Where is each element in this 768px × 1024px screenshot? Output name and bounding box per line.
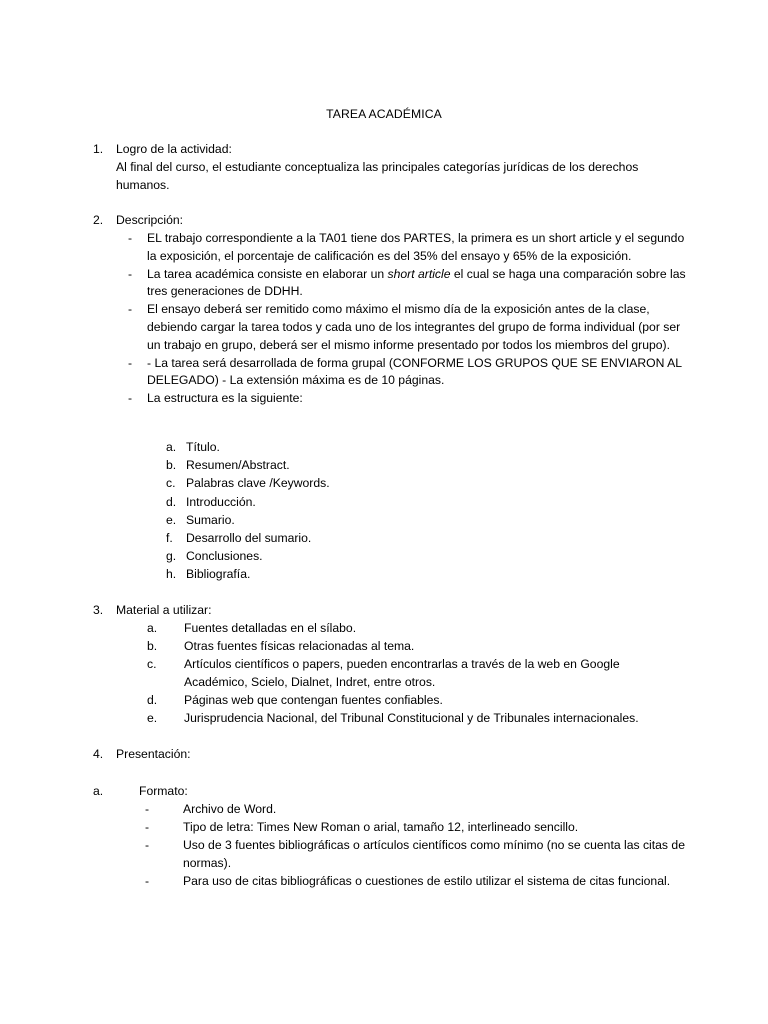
subsection-label: a. xyxy=(93,784,104,798)
list-item xyxy=(128,355,688,390)
list-item xyxy=(128,266,688,301)
list-item xyxy=(128,230,688,265)
list-item xyxy=(166,548,566,566)
dash-bullet: - xyxy=(128,231,133,245)
dash-bullet: - xyxy=(128,302,133,317)
dash-bullet: - xyxy=(128,391,133,406)
list-label: a. xyxy=(147,621,158,635)
list-label: d. xyxy=(147,693,158,708)
material-list xyxy=(147,620,707,729)
list-label: b. xyxy=(166,458,177,473)
list-item-text: Resumen/Abstract. xyxy=(186,458,290,473)
dash-bullet: - xyxy=(128,266,133,281)
list-item xyxy=(166,566,566,584)
list-item-text: - La tarea será desarrollada de forma grupal (CONFORME LOS GRUPOS QUE SE ENVIARON AL DELEGADO) - La extensión máxima es de 10 páginas. xyxy=(147,355,682,388)
list-label: b. xyxy=(147,639,158,654)
list-item-text: Desarrollo del sumario. xyxy=(186,530,312,545)
dash-bullet: - xyxy=(145,820,150,835)
list-item-text: Fuentes detalladas en el sílabo. xyxy=(184,621,357,635)
list-item-text: Sumario. xyxy=(186,512,235,527)
list-item-text: Título. xyxy=(186,440,220,454)
list-label: e. xyxy=(147,711,158,726)
list-item xyxy=(147,638,707,656)
section-heading: Logro de la actividad: xyxy=(116,142,232,156)
list-label: a. xyxy=(166,440,177,454)
section-heading: Material a utilizar: xyxy=(116,603,212,617)
list-label: d. xyxy=(166,494,177,509)
list-label: g. xyxy=(166,549,177,564)
list-item xyxy=(166,475,566,493)
structure-list xyxy=(166,439,566,585)
section-number: 3. xyxy=(93,603,104,617)
list-item xyxy=(166,512,566,530)
list-item-text: EL trabajo correspondiente a la TA01 tiene dos PARTES, la primera es un short article y el segundo la exposición, el porcentaje de calificación es del 35% del ensayo y 65% de la exposición. xyxy=(147,231,685,263)
list-label: c. xyxy=(166,476,176,491)
section-heading: Presentación: xyxy=(116,747,191,761)
list-item xyxy=(128,390,688,408)
list-item xyxy=(145,801,685,819)
list-label: f. xyxy=(166,530,173,545)
document-title: TAREA ACADÉMICA xyxy=(326,107,442,121)
list-item-italic: short article xyxy=(387,266,451,281)
list-item-text: Tipo de letra: Times New Roman o arial, tamaño 12, interlineado sencillo. xyxy=(183,820,579,835)
list-item xyxy=(128,301,688,354)
list-item-text: Palabras clave /Keywords. xyxy=(186,476,330,491)
dash-bullet: - xyxy=(145,802,150,816)
list-item xyxy=(166,530,566,548)
section-number: 1. xyxy=(93,142,104,156)
list-item xyxy=(147,710,707,728)
list-item xyxy=(145,837,685,872)
list-item-text: Archivo de Word. xyxy=(183,802,277,816)
subsection-heading: Formato: xyxy=(139,784,188,798)
list-item xyxy=(147,620,707,638)
list-item xyxy=(147,692,707,710)
list-item-text: La tarea académica consiste en elaborar un xyxy=(147,266,388,281)
description-list xyxy=(128,230,688,408)
dash-bullet: - xyxy=(128,355,133,370)
list-item-text: el cual se haga una comparación sobre las tres generaciones de DDHH. xyxy=(147,266,686,299)
list-item-text: Bibliografía. xyxy=(186,567,251,582)
list-item-text: Para uso de citas bibliográficas o cuestiones de estilo utilizar el sistema de citas funcional. xyxy=(183,873,671,888)
format-list xyxy=(145,801,685,891)
dash-bullet: - xyxy=(145,838,150,853)
list-item xyxy=(145,819,685,837)
list-item xyxy=(147,656,707,691)
list-item-text: El ensayo deberá ser remitido como máximo el mismo día de la exposición antes de la clase, debiendo cargar la tarea todos y cada uno de los integrantes del grupo de forma individual (por ser un trabajo en grupo, deberá ser el mismo informe presentado por todos los miembros del grupo). xyxy=(147,302,681,352)
list-label: c. xyxy=(147,657,157,672)
list-item-text: Artículos científicos o papers, pueden encontrarlas a través de la web en Google Académico, Scielo, Dialnet, Indret, entre otros. xyxy=(184,657,620,689)
list-item-text: Conclusiones. xyxy=(186,549,263,564)
section-number: 2. xyxy=(93,213,104,227)
list-item xyxy=(166,494,566,512)
list-item xyxy=(166,457,566,475)
list-item-text: Páginas web que contengan fuentes confiables. xyxy=(184,693,443,708)
section-text: Al final del curso, el estudiante conceptualiza las principales categorías jurídicas de los derechos humanos. xyxy=(116,160,639,192)
list-label: e. xyxy=(166,512,177,527)
list-item xyxy=(166,439,566,457)
list-item xyxy=(145,873,685,891)
list-item-text: Otras fuentes físicas relacionadas al tema. xyxy=(184,639,415,654)
list-item-text: Jurisprudencia Nacional, del Tribunal Constitucional y de Tribunales internacionales. xyxy=(184,711,639,726)
list-item-text: Introducción. xyxy=(186,494,256,509)
list-item-text: Uso de 3 fuentes bibliográficas o artículos científicos como mínimo (no se cuenta las citas de normas). xyxy=(183,838,685,870)
section-number: 4. xyxy=(93,747,104,761)
list-item-text: La estructura es la siguiente: xyxy=(147,391,303,406)
section-heading: Descripción: xyxy=(116,213,184,227)
list-label: h. xyxy=(166,567,177,582)
dash-bullet: - xyxy=(145,873,150,888)
